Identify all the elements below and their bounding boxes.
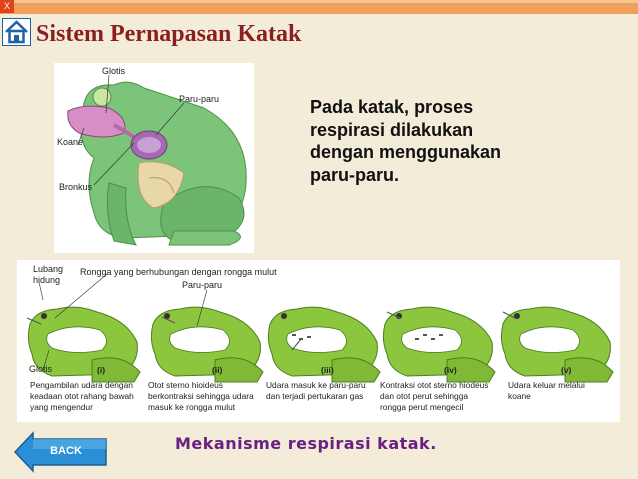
label-rongga: Rongga yang berhubungan dengan rongga mulut xyxy=(80,267,277,277)
stage-number-5: (v) xyxy=(561,365,572,375)
stage-text-5: Udara keluar melalui koane xyxy=(508,380,585,401)
label-koane: Koane xyxy=(57,137,84,147)
respiration-mechanism-panel xyxy=(17,260,620,422)
frog-anatomy-illustration xyxy=(54,63,254,253)
stage-number-4: (iv) xyxy=(444,365,457,375)
description-text: Pada katak, proses respirasi dilakukan dengan menggunakan paru-paru. xyxy=(310,97,502,185)
stage-number-1: (i) xyxy=(97,365,106,375)
close-button[interactable]: X xyxy=(0,0,14,13)
home-icon xyxy=(3,19,30,45)
top-bar xyxy=(0,0,638,14)
top-bar-highlight xyxy=(0,0,638,3)
page-title: Sistem Pernapasan Katak xyxy=(36,21,302,47)
frog-anatomy-diagram xyxy=(54,63,254,253)
label-paru-paru: Paru-paru xyxy=(179,94,220,104)
stage-text-4: Kontraksi otot sterno hiodeus dan otot perut sehingga rongga perut mengecil xyxy=(380,380,489,412)
label-bronkus: Bronkus xyxy=(59,182,93,192)
back-button-label: BACK xyxy=(50,445,82,457)
stage-text-3: Udara masuk ke paru-paru dan terjadi pertukaran gas xyxy=(266,380,366,401)
stage-number-2: (ii) xyxy=(212,365,223,375)
stage-number-3: (iii) xyxy=(321,365,334,375)
label-glotis: Glotis xyxy=(102,66,126,76)
label-paru-paru-panel: Paru-paru xyxy=(182,280,223,290)
label-lubang-hidung: Lubang hidung xyxy=(33,264,64,285)
stage-text-2: Otot sterno hioideus berkontraksi sehingga udara masuk ke rongga mulut xyxy=(148,380,254,412)
home-button[interactable] xyxy=(2,18,31,46)
figure-caption: Mekanisme respirasi katak. xyxy=(175,434,437,453)
stage-text-1: Pengambilan udara dengan keadaan otot rahang bawah yang mengendur xyxy=(30,380,134,412)
label-glotis-panel: Glotis xyxy=(29,364,53,374)
